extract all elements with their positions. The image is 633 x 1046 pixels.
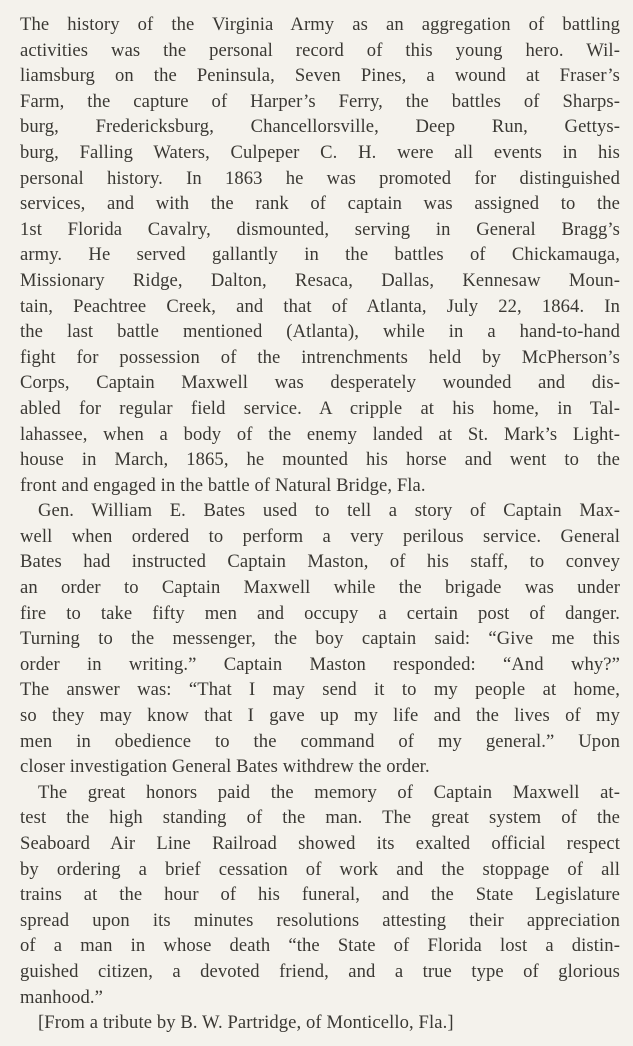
text-line: The great honors paid the memory of Captain Maxwell at- bbox=[38, 781, 620, 803]
text-line: test the high standing of the man. The great system of the bbox=[20, 807, 620, 829]
text-line: services, and with the rank of captain was assigned to the bbox=[20, 193, 620, 215]
paragraph bbox=[20, 780, 620, 1010]
text-line: of a man in whose death “the State of Florida lost a distin- bbox=[20, 935, 620, 957]
text-line: activities was the personal record of this young hero. Wil- bbox=[20, 39, 620, 61]
text-line: house in March, 1865, he mounted his horse and went to the bbox=[20, 449, 620, 471]
text-line: closer investigation General Bates withdrew the order. bbox=[20, 756, 430, 778]
text-line: guished citizen, a devoted friend, and a true type of glorious bbox=[20, 960, 620, 982]
text-line: well when ordered to perform a very perilous service. General bbox=[20, 525, 620, 547]
text-line: an order to Captain Maxwell while the brigade was under bbox=[20, 577, 620, 599]
text-line: Bates had instructed Captain Maston, of his staff, to convey bbox=[20, 551, 620, 573]
document-page bbox=[20, 12, 620, 1036]
text-line: Farm, the capture of Harper’s Ferry, the battles of Sharps- bbox=[20, 90, 620, 112]
body-text bbox=[20, 12, 620, 1010]
text-line: burg, Falling Waters, Culpeper C. H. were all events in his bbox=[20, 141, 620, 163]
text-line: personal history. In 1863 he was promoted for distinguished bbox=[20, 167, 620, 189]
text-line: spread upon its minutes resolutions attesting their appreciation bbox=[20, 909, 620, 931]
text-line: army. He served gallantly in the battles of Chickamauga, bbox=[20, 244, 620, 266]
paragraph bbox=[20, 12, 620, 498]
text-line: Seaboard Air Line Railroad showed its exalted official respect bbox=[20, 833, 620, 854]
text-line: manhood.” bbox=[20, 986, 104, 1008]
text-line: front and engaged in the battle of Natural Bridge, Fla. bbox=[20, 474, 426, 496]
text-line: by ordering a brief cessation of work and the stoppage of all bbox=[20, 858, 620, 880]
text-line: tain, Peachtree Creek, and that of Atlanta, July 22, 1864. In bbox=[20, 295, 620, 317]
paragraph bbox=[20, 498, 620, 780]
text-line: Gen. William E. Bates used to tell a story of Captain Max- bbox=[38, 500, 620, 522]
text-line: Turning to the messenger, the boy captain said: “Give me this bbox=[20, 628, 620, 650]
text-line: men in obedience to the command of my general.” Upon bbox=[20, 730, 620, 752]
text-line: abled for regular field service. A cripple at his home, in Tal- bbox=[20, 397, 620, 419]
source-citation: [From a tribute by B. W. Partridge, of Monticello, Fla.] bbox=[38, 1012, 454, 1034]
text-line: Missionary Ridge, Dalton, Resaca, Dallas, Kennesaw Moun- bbox=[20, 269, 620, 291]
text-line: fire to take fifty men and occupy a certain post of danger. bbox=[20, 602, 620, 624]
text-line: The answer was: “That I may send it to my people at home, bbox=[20, 679, 620, 701]
text-line: Corps, Captain Maxwell was desperately wounded and dis- bbox=[20, 372, 620, 394]
text-line: 1st Florida Cavalry, dismounted, serving in General Bragg’s bbox=[20, 218, 620, 240]
text-line: The history of the Virginia Army as an aggregation of battling bbox=[20, 14, 620, 35]
text-line: the last battle mentioned (Atlanta), while in a hand-to-hand bbox=[20, 321, 620, 343]
text-line: order in writing.” Captain Maston responded: “And why?” bbox=[20, 653, 620, 675]
text-line: burg, Fredericksburg, Chancellorsville, Deep Run, Gettys- bbox=[20, 116, 620, 138]
text-line: trains at the hour of his funeral, and the State Legislature bbox=[20, 884, 620, 906]
text-line: fight for possession of the intrenchments held by McPherson’s bbox=[20, 346, 620, 368]
text-line: so they may know that I gave up my life and the lives of my bbox=[20, 705, 620, 727]
text-line: lahassee, when a body of the enemy landed at St. Mark’s Light- bbox=[20, 423, 620, 445]
text-line: liamsburg on the Peninsula, Seven Pines, a wound at Fraser’s bbox=[20, 65, 620, 87]
